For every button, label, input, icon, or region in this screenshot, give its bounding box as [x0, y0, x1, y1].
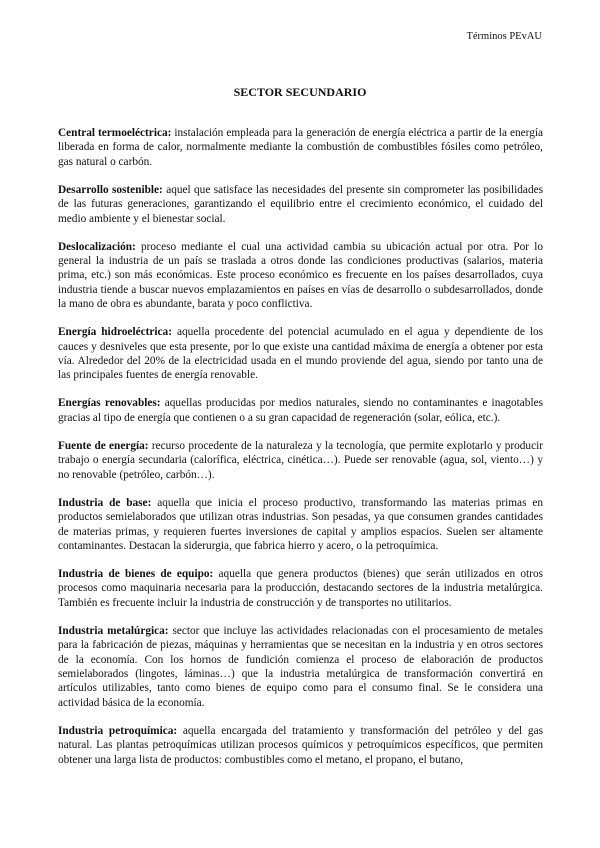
glossary-entry: [58, 724, 543, 767]
glossary-entry: [58, 325, 543, 383]
header-note: Términos PEvAU: [466, 31, 542, 42]
glossary-entry: [58, 396, 543, 425]
glossary-term: Energía hidroeléctrica:: [58, 326, 172, 339]
glossary-entry: [58, 439, 543, 482]
glossary-term: Industria petroquímica:: [58, 724, 178, 737]
glossary-entry: [58, 496, 543, 554]
glossary-entry: [58, 126, 543, 169]
glossary-list: [58, 126, 543, 781]
glossary-definition: aquel que satisface las necesidades del presente sin comprometer las posibilidades de las futuras generaciones, garantizando el equilibrio entre el crecimiento económico, el cuidado del medio ambiente y el bienestar social.: [58, 183, 544, 225]
glossary-entry: [58, 183, 543, 226]
glossary-term: Industria de base:: [58, 496, 152, 509]
glossary-term: Deslocalización:: [58, 240, 136, 253]
glossary-definition: recurso procedente de la naturaleza y la tecnología, que permite explotarlo y producir trabajo o energía secundaria (calorífica, eléctrica, cinética…). Puede ser renovable (agua, sol, viento…) y no renovable (petróleo, carbón…).: [58, 439, 543, 481]
glossary-term: Industria metalúrgica:: [58, 624, 169, 637]
glossary-definition: aquella que genera productos (bienes) que serán utilizados en otros procesos como maquinaria necesaria para la producción, destacando sectores de la industria metalúrgica. También es frecuente incluir la industria de construcción y de transportes no utilitarios.: [58, 567, 543, 609]
glossary-term: Central termoeléctrica:: [58, 127, 172, 139]
glossary-entry: [58, 240, 543, 312]
glossary-definition: proceso mediante el cual una actividad cambia su ubicación actual por otra. Por lo general la industria de un país se traslada a otros donde las condiciones productivas (salarios, materia prima, etc.) son más económicas. Este proceso económico es frecuente en los países desarrollados, cuya industria tiende a buscar nuevos emplazamientos en países en vías de desarrollo o subdesarrollados, donde la mano de obra es abundante, barata y poco conflictiva.: [58, 240, 544, 311]
glossary-entry: [58, 624, 543, 710]
glossary-term: Industria de bienes de equipo:: [58, 567, 214, 580]
glossary-definition: aquella que inicia el proceso productivo, transformando las materias primas en productos semielaborados que utilizan otras industrias. Son pesadas, ya que consumen grandes cantidades de materias primas, y requieren fuertes inversiones de capital y amplios espacios. Suelen ser altamente contaminantes. Destacan la siderurgia, que fabrica hierro y acero, o la petroquímica.: [58, 496, 543, 552]
glossary-term: Energías renovables:: [58, 397, 161, 410]
glossary-definition: aquella encargada del tratamiento y transformación del petróleo y del gas natural. Las plantas petroquímicas utilizan procesos químicos y petroquímicos específicos, que permiten obtener una larga lista de productos: combustibles como el metano, el propano, el butano,: [58, 724, 543, 766]
glossary-definition: sector que incluye las actividades relacionadas con el procesamiento de metales para la fabricación de piezas, máquinas y herramientas que se necesitan en la industria y en otros sectores de la economía. Con los hornos de fundición comienza el proceso de elaboración de productos semielaborados (lingotes, láminas…) que la industria metalúrgica de transformación convertirá en artículos utilizables, tanto como bienes de equipo como para el consumo final. Se le considera una actividad básica de la economía.: [58, 624, 543, 709]
glossary-entry: [58, 567, 543, 610]
glossary-definition: aquella procedente del potencial acumulado en el agua y dependiente de los cauces y desniveles que esta presente, por lo que existe una cantidad máxima de energía a obtener por esta vía. Alrededor del 20% de la electricidad usada en el mundo proviende del agua, siendo por tanto una de las principales fuentes de energía renovable.: [58, 326, 544, 382]
glossary-definition: aquellas producidas por medios naturales, siendo no contaminantes e inagotables gracias al tipo de energía que contienen o a su gran capacidad de regeneración (solar, eólica, etc.).: [58, 397, 544, 424]
page-title: SECTOR SECUNDARIO: [233, 85, 367, 99]
glossary-term: Desarrollo sostenible:: [58, 183, 163, 196]
glossary-definition: instalación empleada para la generación de energía eléctrica a partir de la energía liberada en forma de calor, normalmente mediante la combustión de combustibles fósiles como petróleo, gas natural o carbón.: [58, 127, 543, 168]
glossary-term: Fuente de energía:: [58, 439, 149, 452]
